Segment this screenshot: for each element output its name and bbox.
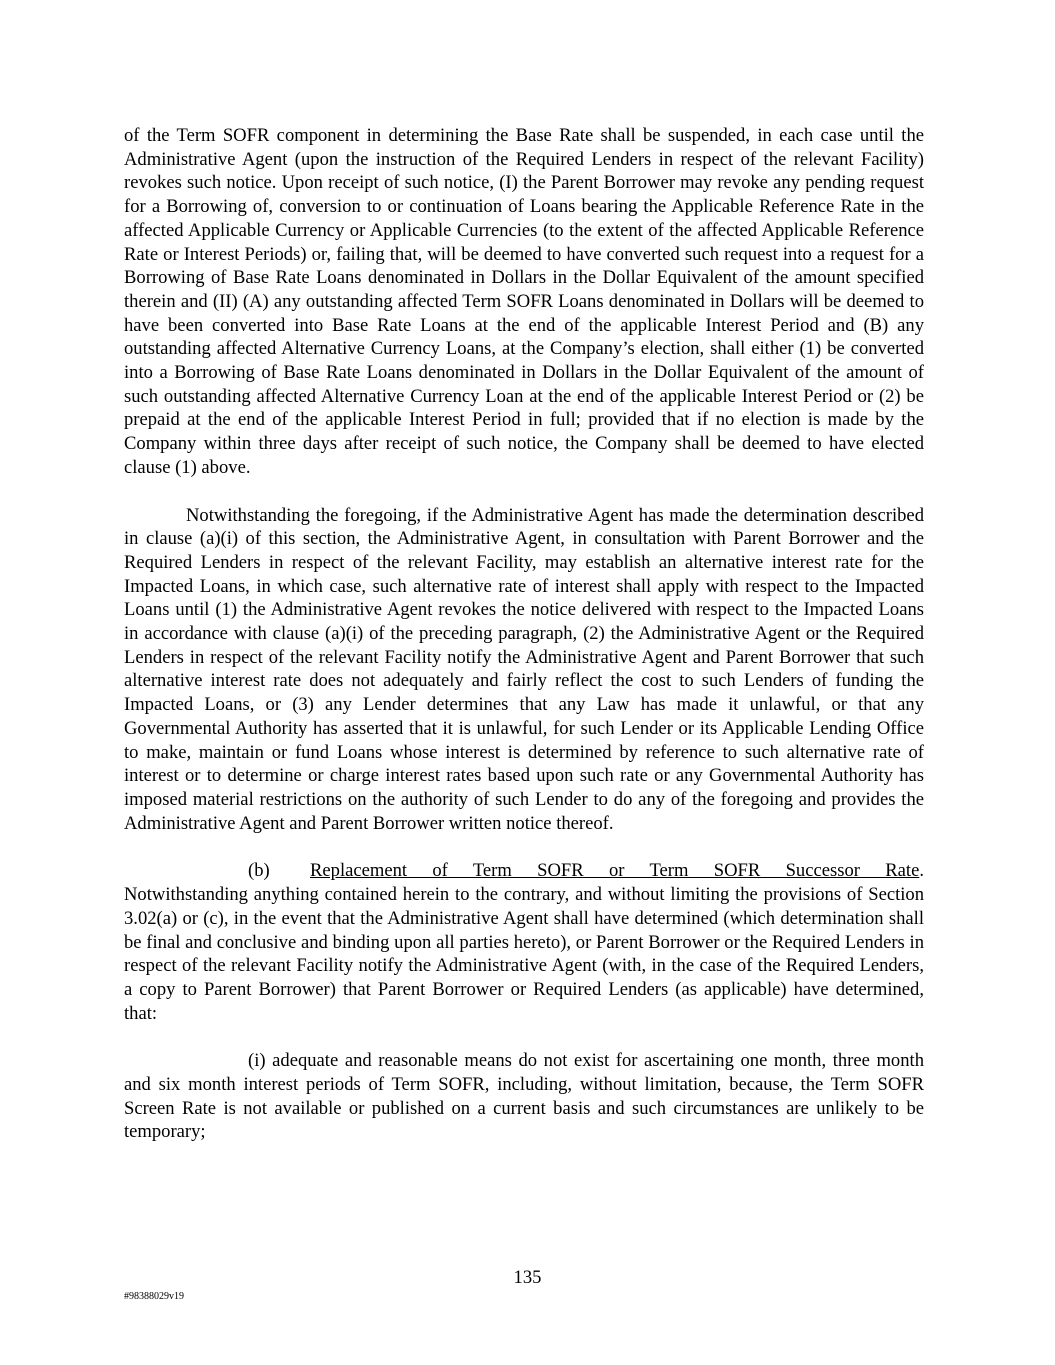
section-b-number: (b): [248, 860, 270, 882]
section-b-lead: [124, 859, 924, 883]
section-b-paragraph: [124, 859, 924, 1025]
paragraph-notwithstanding: Notwithstanding the foregoing, if the Administrative Agent has made the determination described in clause (a)(i) of this section, the Administrative Agent, in consultation with Parent Borrower and the Required Lenders in respect of the relevant Facility, may establish an alternative interest rate for the Impacted Loans, in which case, such alternative rate of interest shall apply with respect to the Impacted Loans until (1) the Administrative Agent revokes the notice delivered with respect to the Impacted Loans in accordance with clause (a)(i) of the preceding paragraph, (2) the Administrative Agent or the Required Lenders in respect of the relevant Facility notify the Administrative Agent and Parent Borrower that such alternative interest rate does not adequately and fairly reflect the cost to such Lenders of funding the Impacted Loans, or (3) any Lender determines that any Law has made it unlawful, or that any Governmental Authority has asserted that it is unlawful, for such Lender or its Applicable Lending Office to make, maintain or fund Loans whose interest is determined by reference to such alternative rate of interest or to determine or charge interest rates based upon such rate or any Governmental Authority has imposed material restrictions on the authority of such Lender to do any of the foregoing and provides the Administrative Agent and Parent Borrower written notice thereof.: [124, 504, 924, 834]
section-b-body: Notwithstanding anything contained herein to the contrary, and without limiting the provisions of Section 3.02(a) or (c), in the event that the Administrative Agent shall have determined (which determination shall be final and conclusive and binding upon all parties hereto), or Parent Borrower or the Required Lenders in respect of the relevant Facility notify the Administrative Agent (with, in the case of the Required Lenders, a copy to Parent Borrower) that Parent Borrower or Required Lenders (as applicable) have determined, that:: [124, 884, 924, 1024]
section-b-heading: Replacement of Term SOFR or Term SOFR Successor Rate: [310, 860, 920, 882]
clause-i-paragraph: (i) adequate and reasonable means do not exist for ascertaining one month, three month and six month interest periods of Term SOFR, including, without limitation, because, the Term SOFR Screen Rate is not available or published on a current basis and such circumstances are unlikely to be temporary;: [124, 1050, 924, 1143]
section-b-heading-period: .: [919, 860, 924, 882]
document-page: [124, 124, 924, 1144]
paragraph-continuation: of the Term SOFR component in determining the Base Rate shall be suspended, in each case until the Administrative Agent (upon the instruction of the Required Lenders in respect of the relevant Facility) revokes such notice. Upon receipt of such notice, (I) the Parent Borrower may revoke any pending request for a Borrowing of, conversion to or continuation of Loans bearing the Applicable Reference Rate in the affected Applicable Currency or Applicable Currencies (to the extent of the affected Applicable Reference Rate or Interest Periods) or, failing that, will be deemed to have converted such request into a request for a Borrowing of Base Rate Loans denominated in Dollars in the Dollar Equivalent of the amount specified therein and (II) (A) any outstanding affected Term SOFR Loans denominated in Dollars will be deemed to have been converted into Base Rate Loans at the end of the applicable Interest Period and (B) any outstanding affected Alternative Currency Loans, at the Company’s election, shall either (1) be converted into a Borrowing of Base Rate Loans denominated in Dollars in the Dollar Equivalent of the amount of such outstanding affected Alternative Currency Loan at the end of the applicable Interest Period or (2) be prepaid at the end of the applicable Interest Period in full; provided that if no election is made by the Company within three days after receipt of such notice, the Company shall be deemed to have elected clause (1) above.: [124, 125, 924, 478]
document-id: #98388029v19: [124, 1291, 184, 1302]
page-number: 135: [513, 1267, 542, 1288]
